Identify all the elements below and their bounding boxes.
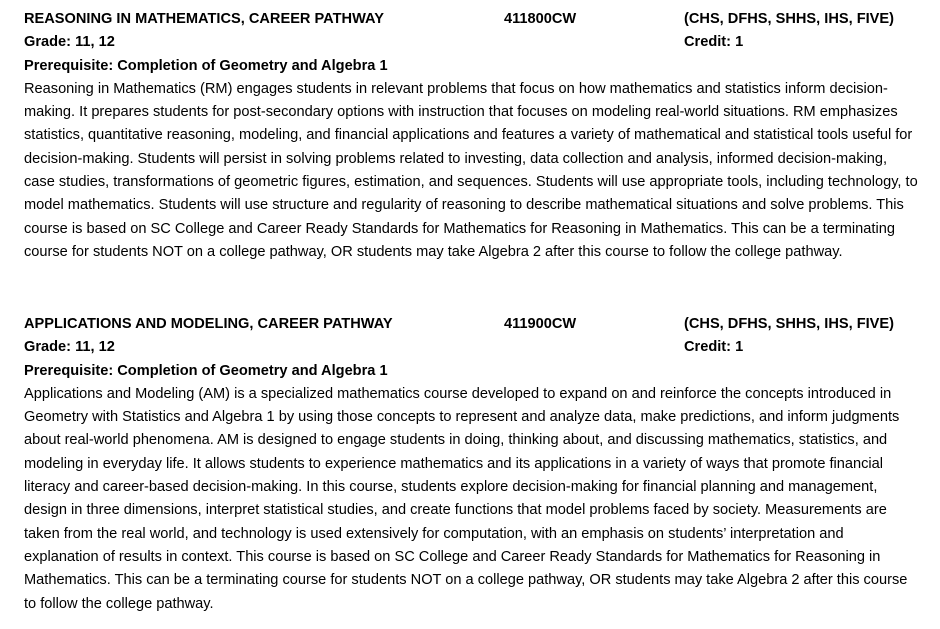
course-prerequisite: Prerequisite: Completion of Geometry and Algebra 1 xyxy=(24,57,388,74)
course-grade-row xyxy=(24,31,920,54)
course-prerequisite: Prerequisite: Completion of Geometry and Algebra 1 xyxy=(24,362,388,379)
course-grade: Grade: 11, 12 xyxy=(24,339,115,356)
course-grade-row xyxy=(24,336,920,359)
course-grade: Grade: 11, 12 xyxy=(24,34,115,51)
course-title: REASONING IN MATHEMATICS, CAREER PATHWAY xyxy=(24,11,384,27)
course-header-row xyxy=(24,313,920,336)
course-description: Applications and Modeling (AM) is a specialized mathematics course developed to expand on and reinforce the concepts introduced in Geometry with Statistics and Algebra 1 by using those concepts to represent and analyze data, make predictions, and inform judgments about real-world phenomena. AM is designed to engage students in doing, thinking about, and discussing mathematics, statistics, and modeling in everyday life. It allows students to experience mathematics and its applications in a variety of ways that promote financial literacy and career-based decision-making. In this course, students explore decision-making for financial planning and management, design in three dimensions, interpret statistical studies, and create functions that model problems faced by society. Measurements are taken from the real world, and technology is used extensively for computation, with an emphasis on students’ interpretation and explanation of results in context. This course is based on SC College and Career Ready Standards for Mathematics for Reasoning in Mathematics. This can be a terminating course for students NOT on a college pathway, OR students may take Algebra 2 after this course to follow the college pathway. xyxy=(24,385,908,612)
course-header-row xyxy=(24,8,920,31)
course-code: 411800CW xyxy=(504,11,577,27)
course-description: Reasoning in Mathematics (RM) engages students in relevant problems that focus on how mathematics and statistics inform decision-making. It prepares students for post-secondary options with instruction that focuses on modeling real-world situations. RM emphasizes statistics, quantitative reasoning, modeling, and financial applications and features a variety of mathematical and statistical tools useful for decision-making. Students will persist in solving problems related to investing, data collection and analysis, informed decision-making, case studies, transformations of geometric figures, estimation, and sequences. Students will use appropriate tools, including technology, to model mathematics. Students will use structure and regularity of reasoning to describe mathematical situations and solve problems. This course is based on SC College and Career Ready Standards for Mathematics for Reasoning in Mathematics. This can be a terminating course for students NOT on a college pathway, OR students may take Algebra 2 after this course to follow the college pathway. xyxy=(24,80,918,260)
course-title: APPLICATIONS AND MODELING, CAREER PATHWAY xyxy=(24,316,393,332)
course-entry-applications-and-modeling xyxy=(24,313,920,616)
course-schools: (CHS, DFHS, SHHS, IHS, FIVE) xyxy=(684,316,895,332)
course-code: 411900CW xyxy=(504,316,577,332)
course-credit: Credit: 1 xyxy=(684,339,744,356)
course-schools: (CHS, DFHS, SHHS, IHS, FIVE) xyxy=(684,11,895,27)
course-entry-reasoning-in-mathematics xyxy=(24,8,920,264)
course-credit: Credit: 1 xyxy=(684,34,744,51)
